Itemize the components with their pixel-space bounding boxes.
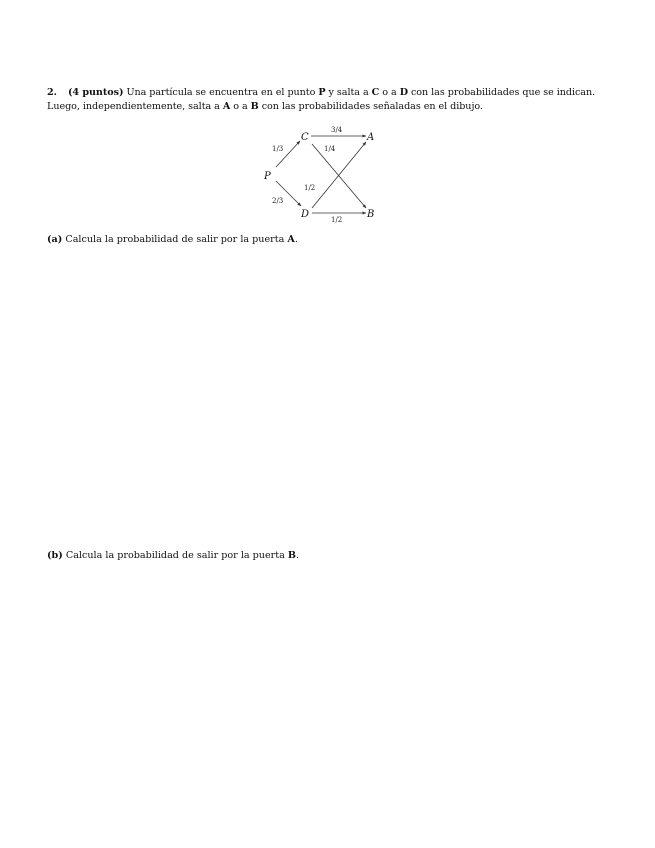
part-b [47,549,607,563]
problem-statement [47,86,595,114]
label-p-c: 1/3 [272,145,284,153]
part-b-label: (b) [47,550,63,561]
problem-text-3: con las probabilidades que se indican. Luego, independientemente, salta a [47,87,596,112]
node-a: A [367,132,375,143]
problem-conj-2: o a [233,101,248,112]
label-p-d: 2/3 [272,197,284,205]
label-d-b: 1/2 [331,216,343,224]
label-d-a: 1/2 [304,184,316,192]
part-a [47,233,607,247]
label-c-b: 1/4 [324,145,336,153]
part-a-text: Calcula la probabilidad de salir por la puerta [65,234,285,245]
part-a-end: . [294,234,298,245]
probability-diagram [258,120,386,228]
point-p: P [318,87,326,98]
part-a-label: (a) [47,234,63,245]
problem-text-2: y salta a [328,87,369,98]
part-b-door: B [287,550,296,561]
part-a-door: A [287,234,295,245]
part-b-text: Calcula la probabilidad de salir por la puerta [65,550,285,561]
point-d: D [399,87,408,98]
problem-text-4: con las probabilidades señaladas en el dibujo. [261,101,483,112]
node-p: P [264,171,271,182]
point-c: C [371,87,380,98]
node-b: B [367,209,375,220]
label-c-a: 3/4 [331,126,343,134]
part-b-end: . [295,550,300,561]
problem-number: 2. [47,87,57,98]
problem-text-1: Una partícula se encuentra en el punto [126,87,316,98]
node-d: D [301,209,310,220]
point-b: B [250,101,259,112]
problem-points: (4 puntos) [67,87,124,98]
point-a: A [222,101,231,112]
problem-conj-1: o a [382,87,397,98]
node-c: C [301,132,309,143]
